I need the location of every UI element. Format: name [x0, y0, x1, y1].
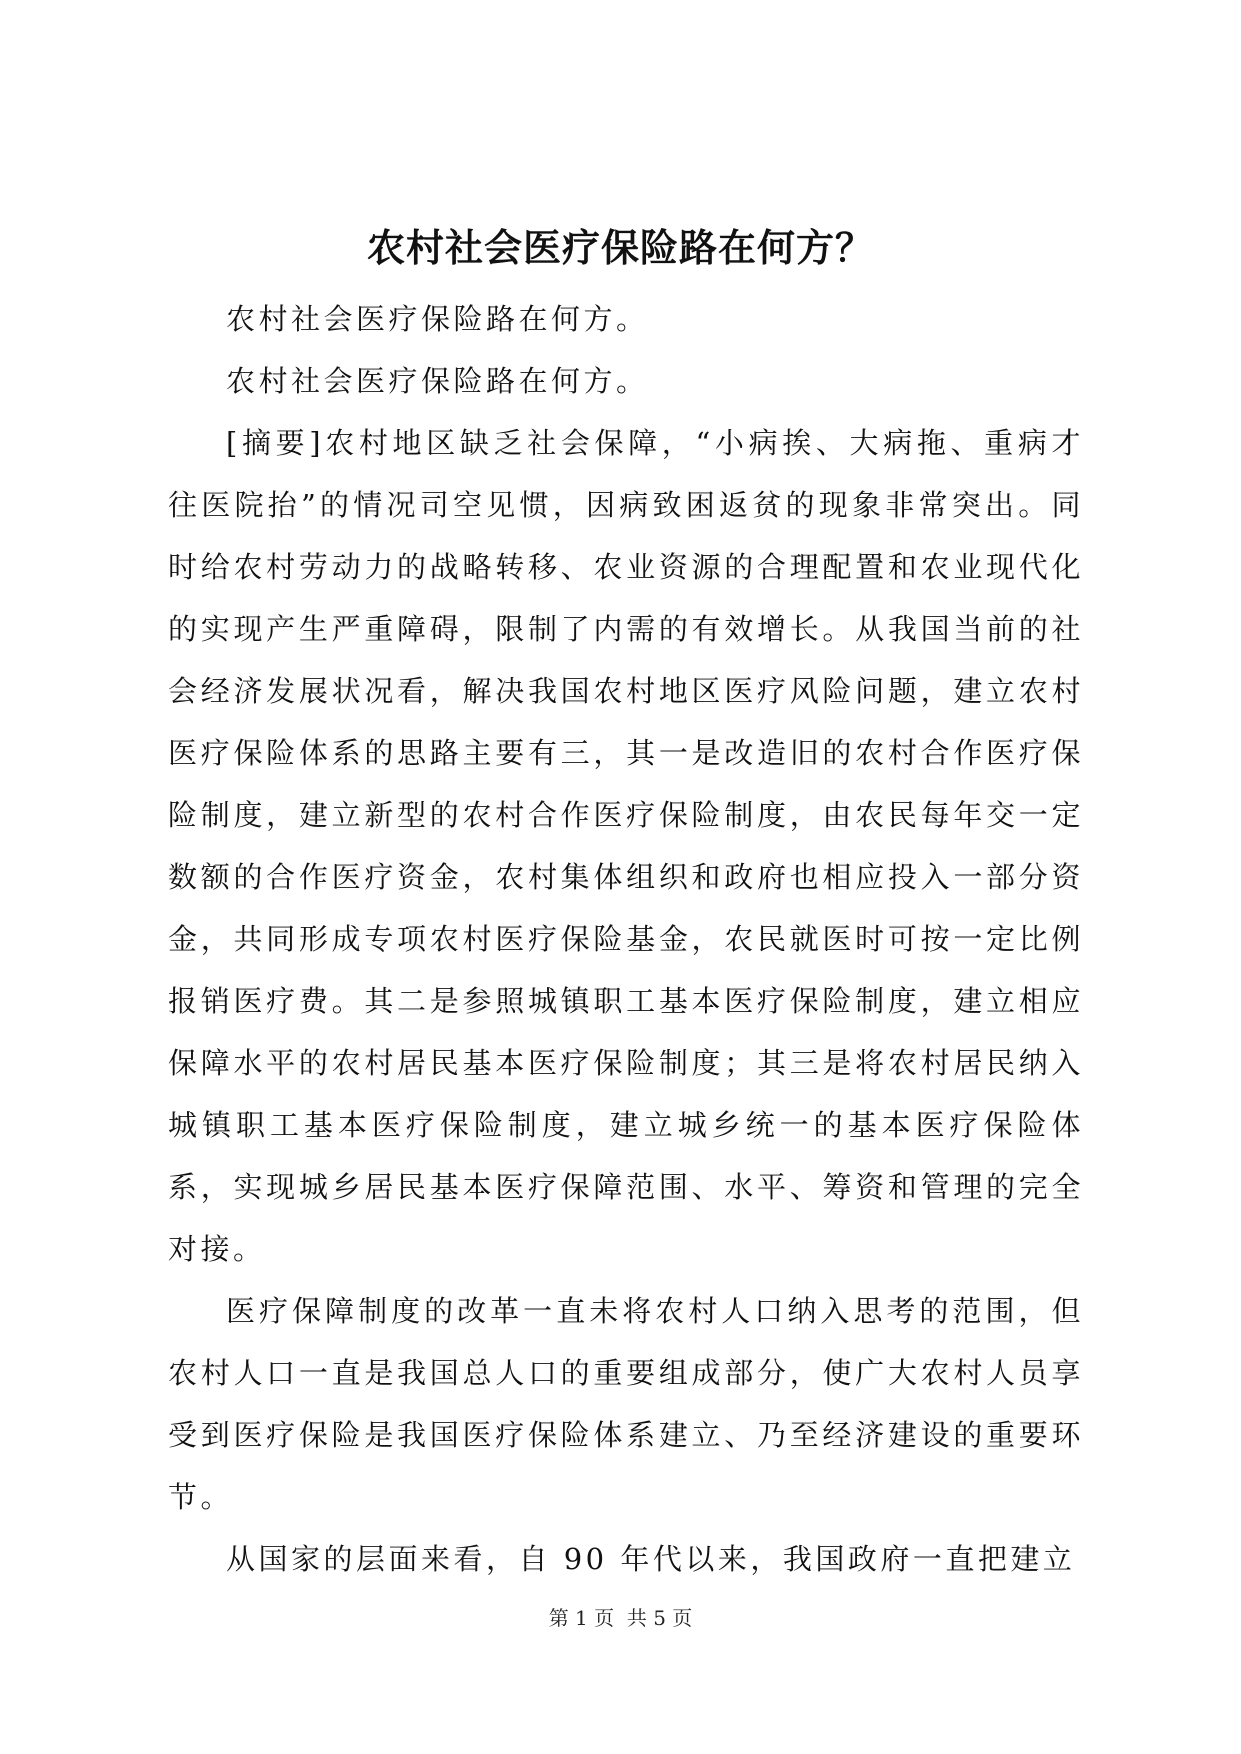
document-title: 农村社会医疗保险路在何方？: [366, 225, 874, 270]
abstract-paragraph: [摘要]农村地区缺乏社会保障，“小病挨、大病拖、重病才往医院抬”的情况司空见惯，因病致困返贫的现象非常突出。同时给农村劳动力的战略转移、农业资源的合理配置和农业现代化的实现产生严重障碍，限制了内需的有效增长。从我国当前的社会经济发展状况看，解决我国农村地区医疗风险问题，建立农村医疗保险体系的思路主要有三，其一是改造旧的农村合作医疗保险制度，建立新型的农村合作医疗保险制度，由农民每年交一定数额的合作医疗资金，农村集体组织和政府也相应投入一部分资金，共同形成专项农村医疗保险基金，农民就医时可按一定比例报销医疗费。其二是参照城镇职工基本医疗保险制度，建立相应保障水平的农村居民基本医疗保险制度；其三是将农村居民纳入城镇职工基本医疗保险制度，建立城乡统一的基本医疗保险体系，实现城乡居民基本医疗保障范围、水平、筹资和管理的完全对接。: [168, 426, 1084, 1266]
paragraph: 农村社会医疗保险路在何方。: [226, 302, 649, 336]
document-body: [168, 288, 1084, 1590]
paragraph: 医疗保障制度的改革一直未将农村人口纳入思考的范围，但农村人口一直是我国总人口的重要组成部分，使广大农村人员享受到医疗保险是我国医疗保险体系建立、乃至经济建设的重要环节。: [168, 1294, 1084, 1514]
page-number-label: 第 1 页 共 5 页: [548, 1606, 693, 1630]
page-footer: [0, 1604, 1241, 1632]
paragraph: 农村社会医疗保险路在何方。: [226, 364, 649, 398]
paragraph: 从国家的层面来看，自 90 年代以来，我国政府一直把建立: [226, 1542, 1076, 1576]
